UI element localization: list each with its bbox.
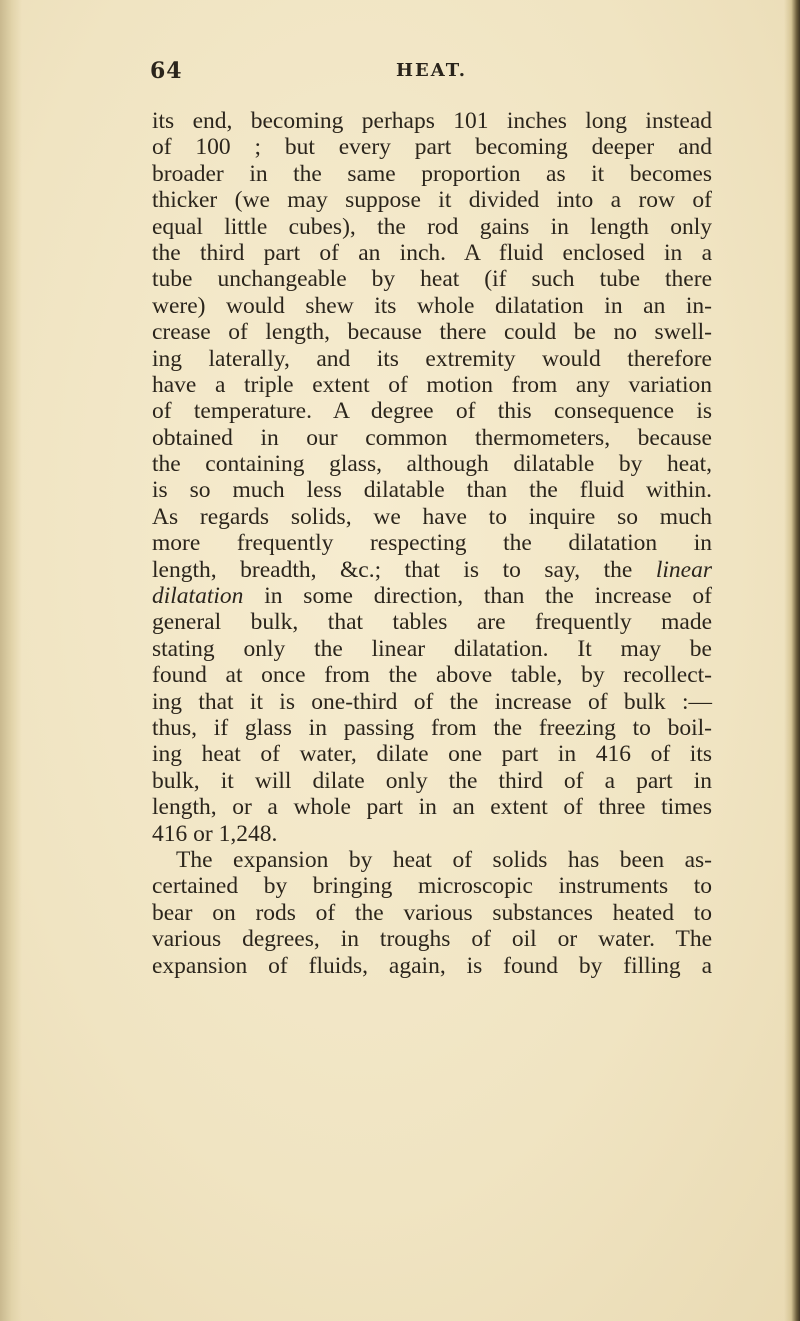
text-line: ing that it is one-third of the increase of bulk :—: [152, 688, 712, 715]
italic-term-dilatation: dilatation: [152, 583, 244, 610]
italic-term-linear: linear: [655, 556, 712, 583]
text-line: crease of length, because there could be no swell-: [152, 319, 712, 346]
text-line: various degrees, in troughs of oil or water. The: [152, 926, 712, 953]
text-line: bulk, it will dilate only the third of a part in: [152, 767, 712, 794]
text-line: The expansion by heat of solids has been as-: [176, 846, 712, 873]
text-fragment: length, breadth, &c.; that is to say, the: [152, 556, 633, 583]
text-line: more frequently respecting the dilatation in: [152, 530, 712, 557]
text-line: of 100 ; but every part becoming deeper and: [152, 134, 712, 161]
text-line: obtained in our common thermometers, because: [152, 424, 712, 451]
text-line: As regards solids, we have to inquire so much: [152, 503, 712, 530]
text-line: broader in the same proportion as it becomes: [152, 160, 712, 187]
text-line: of temperature. A degree of this consequence is: [152, 398, 712, 425]
text-line: thus, if glass in passing from the freezing to boil-: [152, 714, 712, 741]
text-line: certained by bringing microscopic instruments to: [152, 873, 712, 900]
text-line: thicker (we may suppose it divided into a row of: [152, 187, 712, 214]
page-edge-shadow: [784, 0, 800, 1321]
running-head: HEAT.: [396, 60, 468, 81]
text-line: [152, 583, 712, 609]
body-paragraphs: [152, 108, 712, 979]
text-line: ing heat of water, dilate one part in 416 of its: [152, 741, 712, 768]
text-line: were) would shew its whole dilatation in an in-: [152, 292, 712, 319]
text-line: stating only the linear dilatation. It may be: [152, 635, 712, 662]
page-gutter-shadow: [0, 0, 22, 1321]
text-line: length, or a whole part in an extent of three times: [152, 794, 712, 821]
text-line: tube unchangeable by heat (if such tube there: [152, 266, 712, 293]
text-line: ing laterally, and its extremity would therefore: [152, 345, 712, 372]
text-line: is so much less dilatable than the fluid within.: [152, 477, 712, 504]
text-line: expansion of fluids, again, is found by filling a: [152, 952, 712, 979]
text-line: bear on rods of the various substances heated to: [152, 899, 712, 926]
text-line: its end, becoming perhaps 101 inches long instead: [152, 108, 712, 134]
text-line: [152, 557, 712, 583]
text-fragment: in some direction, than the increase of: [264, 583, 713, 610]
text-line: the containing glass, although dilatable by heat,: [152, 451, 712, 478]
text-line: found at once from the above table, by recollect-: [152, 662, 712, 689]
text-line: equal little cubes), the rod gains in length only: [152, 213, 712, 240]
text-line: 416 or 1,248.: [152, 820, 278, 847]
text-line: have a triple extent of motion from any variation: [152, 371, 712, 398]
page-header: [150, 58, 710, 88]
page-number: 64: [150, 58, 183, 84]
text-line: general bulk, that tables are frequently made: [152, 609, 712, 636]
text-line: the third part of an inch. A fluid enclosed in a: [152, 239, 712, 266]
